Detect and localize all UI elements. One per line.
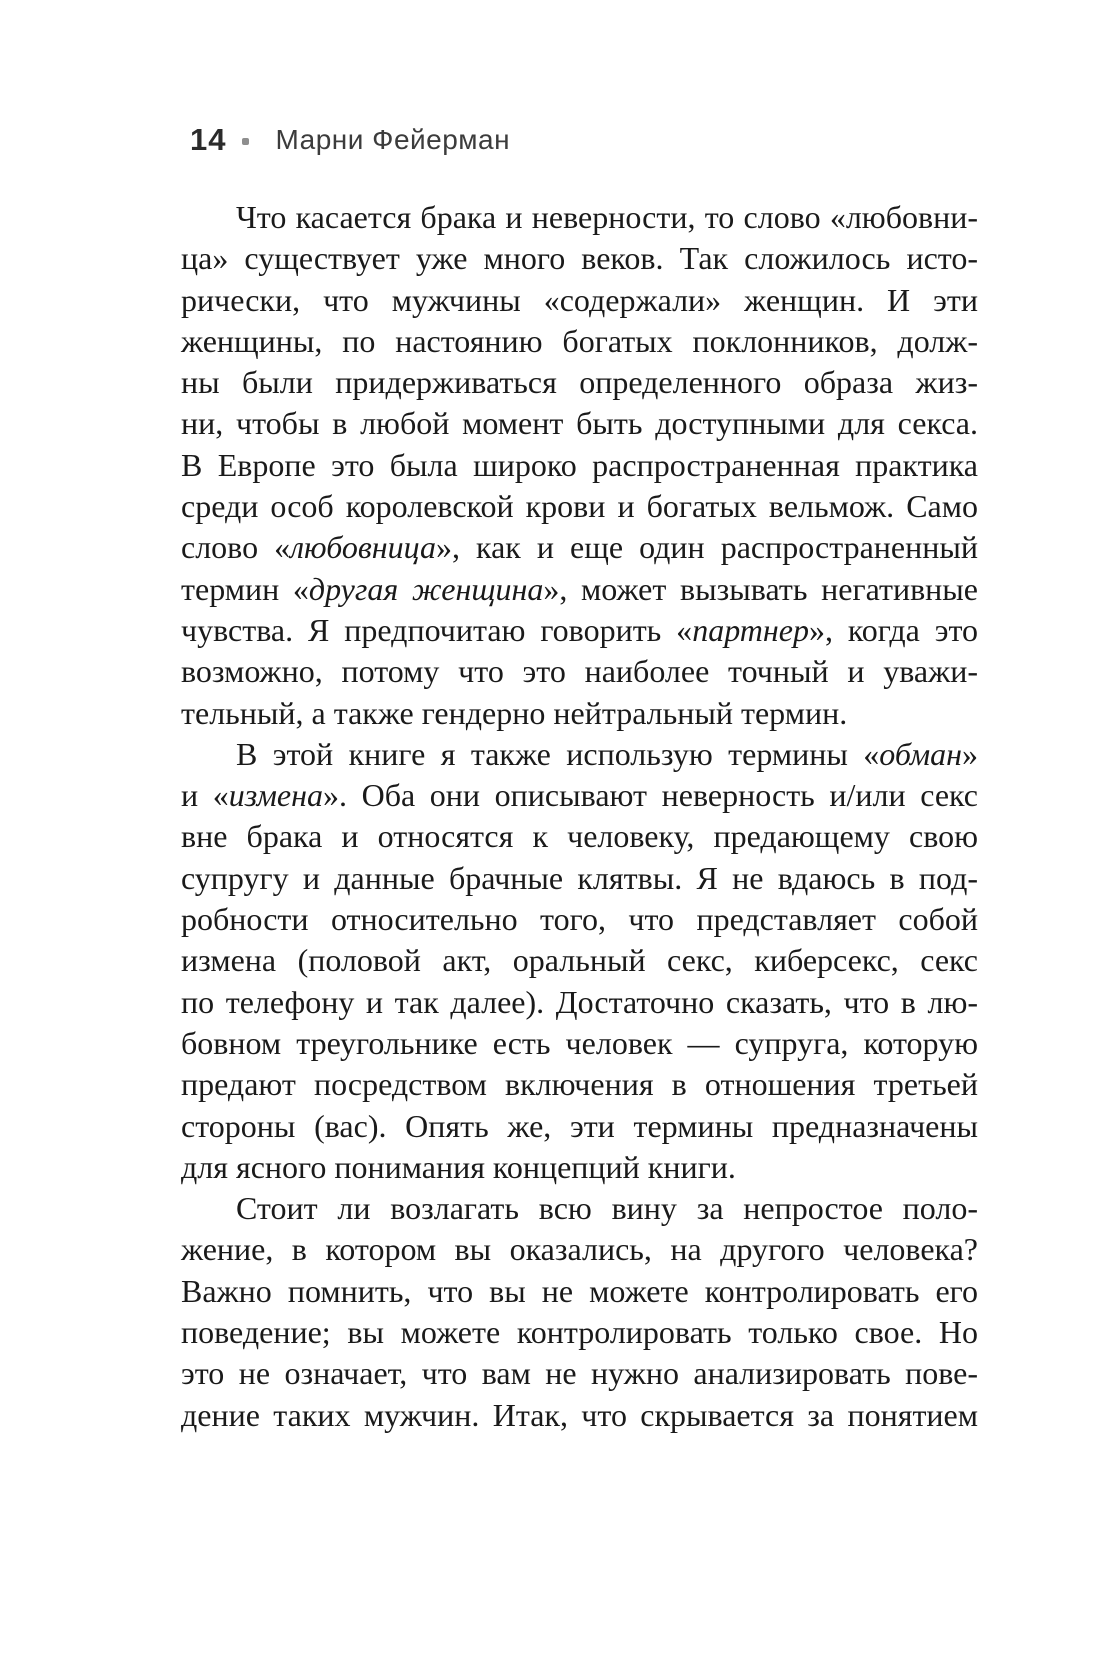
text-segment: ца» существует уже много веков. Так сложилось исто- (181, 240, 978, 277)
text-line (181, 527, 978, 568)
text-segment: В этой книге я также использую термины « (236, 735, 880, 772)
text-segment: ». Оба они описывают неверность и/или секс (322, 777, 979, 814)
text-line (181, 1064, 978, 1105)
page-body (181, 197, 978, 1436)
text-line (181, 445, 978, 486)
text-line (181, 1147, 978, 1188)
text-line (181, 899, 978, 940)
text-segment: жение, в котором вы оказались, на другого человека? (181, 1231, 978, 1268)
text-segment: », как и еще один распространенный (436, 529, 979, 566)
text-segment: женщины, по настоянию богатых поклонников, долж- (181, 322, 978, 359)
text-segment: », когда это (808, 611, 979, 648)
text-segment: предают посредством включения в отношения третьей (181, 1066, 978, 1103)
text-line (181, 569, 978, 610)
page-number: 14 (190, 122, 227, 157)
text-segment: и « (181, 777, 229, 814)
text-segment: слово « (181, 529, 291, 566)
text-segment: супругу и данные брачные клятвы. Я не вдаюсь в под- (181, 859, 978, 896)
text-segment: стороны (вас). Опять же, эти термины предназначены (181, 1107, 978, 1144)
italic-term: измена (228, 777, 323, 814)
text-line (181, 693, 978, 734)
text-segment: В Европе это была широко распространенная практика (181, 446, 978, 483)
text-segment: возможно, потому что это наиболее точный и уважи- (181, 653, 978, 690)
text-segment: для ясного понимания концепций книги. (181, 1148, 736, 1185)
text-segment: чувства. Я предпочитаю говорить « (181, 611, 693, 648)
text-line (181, 1353, 978, 1394)
text-segment: Стоит ли возлагать всю вину за непростое поло- (236, 1190, 978, 1227)
text-line (181, 1395, 978, 1436)
text-segment: поведение; вы можете контролировать только свое. Но (181, 1314, 978, 1351)
text-segment: Что касается брака и неверности, то слово «любовни- (236, 199, 978, 235)
text-line (181, 816, 978, 857)
text-line (181, 1023, 978, 1064)
italic-term: другая женщина (308, 570, 544, 607)
text-line (181, 734, 978, 775)
text-line (181, 321, 978, 362)
running-header-author: Марни Фейерман (275, 123, 511, 155)
text-segment: » (962, 735, 978, 772)
text-segment: среди особ королевской крови и богатых вельмож. Само (181, 488, 978, 525)
text-line (181, 197, 978, 238)
text-line (181, 651, 978, 692)
text-line (181, 982, 978, 1023)
text-segment: рически, что мужчины «содержали» женщин. И эти (181, 281, 978, 318)
text-segment: вне брака и относятся к человеку, предающему свою (181, 818, 978, 855)
text-line (181, 940, 978, 981)
text-line (181, 1229, 978, 1270)
text-line (181, 1312, 978, 1353)
italic-term: обман (879, 735, 962, 772)
text-segment: бовном треугольнике есть человек — супруга, которую (181, 1024, 978, 1061)
text-segment: это не означает, что вам не нужно анализировать пове- (181, 1355, 978, 1392)
text-segment: робности относительно того, что представляет собой (181, 901, 978, 938)
text-segment: », может вызывать негативные (543, 570, 979, 607)
text-line (181, 775, 978, 816)
text-segment: ни, чтобы в любой момент быть доступными для секса. (181, 405, 978, 442)
text-line (181, 403, 978, 444)
text-line (181, 1271, 978, 1312)
text-segment: дение таких мужчин. Итак, что скрывается за понятием (181, 1396, 978, 1433)
text-line (181, 486, 978, 527)
text-line (181, 238, 978, 279)
text-line (181, 280, 978, 321)
text-line (181, 610, 978, 651)
separator-square-icon (242, 138, 249, 145)
text-line (181, 1106, 978, 1147)
text-line (181, 1188, 978, 1229)
text-segment: измена (половой акт, оральный секс, киберсекс, секс (181, 942, 978, 979)
text-segment: по телефону и так далее). Достаточно сказать, что в лю- (181, 983, 978, 1020)
italic-term: любовница (290, 529, 437, 566)
italic-term: партнер (692, 611, 809, 648)
text-line (181, 362, 978, 403)
text-segment: ны были придерживаться определенного образа жиз- (181, 364, 978, 401)
text-segment: тельный, а также гендерно нейтральный термин. (181, 694, 848, 731)
text-line (181, 858, 978, 899)
running-header (190, 124, 510, 155)
text-segment: Важно помнить, что вы не можете контролировать его (181, 1272, 978, 1309)
text-segment: термин « (181, 570, 309, 607)
